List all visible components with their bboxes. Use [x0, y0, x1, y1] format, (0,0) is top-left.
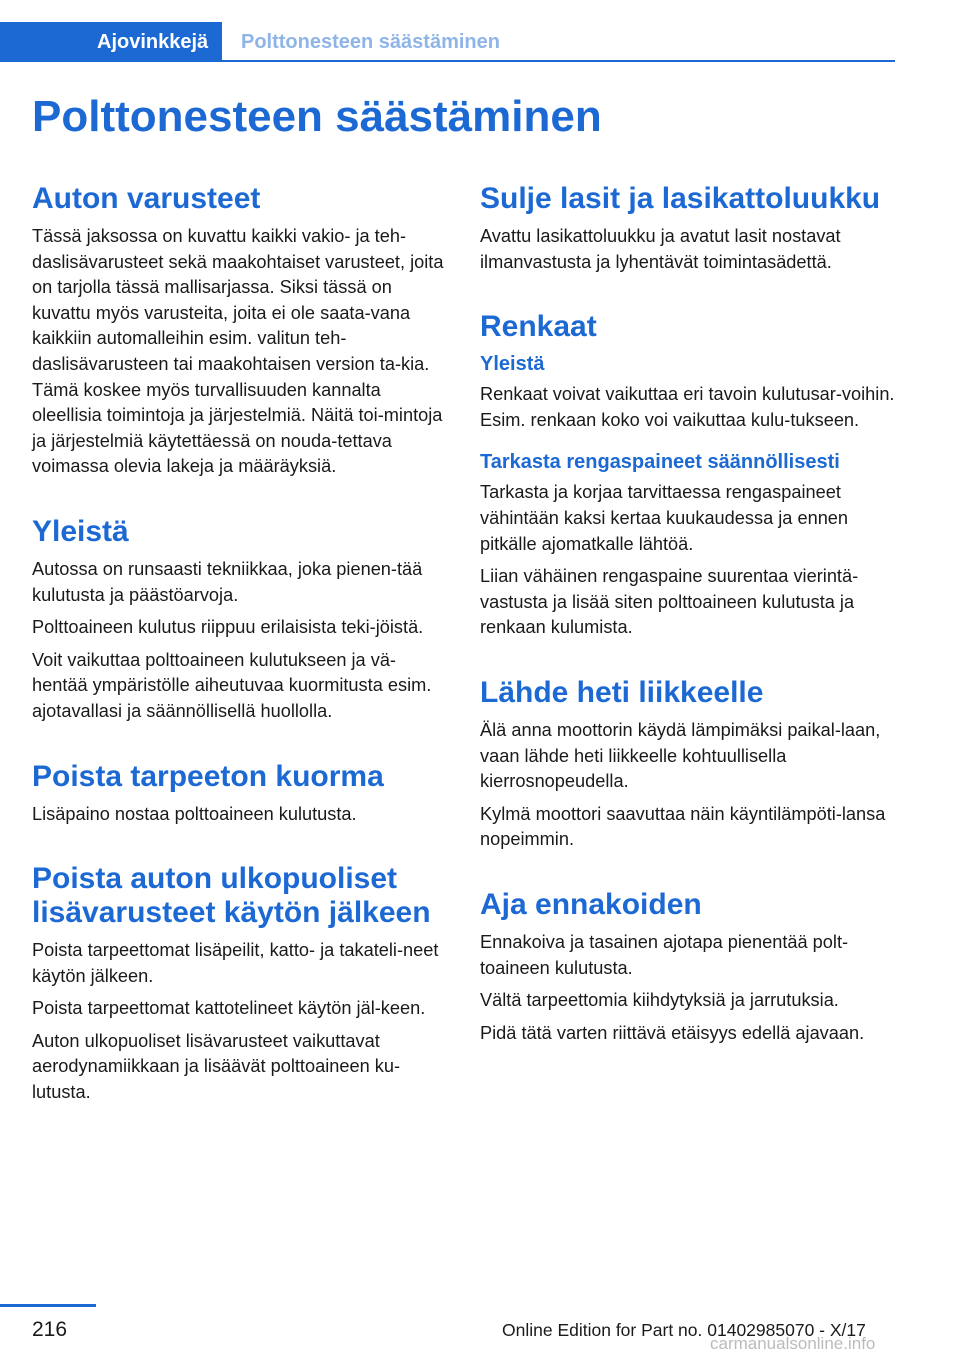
- subheading-rengaspaineet: Tarkasta rengaspaineet säännöllisesti: [480, 451, 840, 474]
- edition-note: Online Edition for Part no. 01402985070 - X/17: [502, 1320, 866, 1340]
- paragraph: Ennakoiva ja tasainen ajotapa pienentää polt-toaineen kulutusta.: [480, 931, 849, 978]
- subheading-yleista: Yleistä: [480, 353, 545, 376]
- watermark: carmanualsonline.info: [710, 1334, 876, 1353]
- paragraph: Polttoaineen kulutus riippuu erilaisista teki-jöistä.: [32, 617, 424, 638]
- paragraph: Avattu lasikattoluukku ja avatut lasit nostavat ilmanvastusta ja lyhentävät toimintasädettä.: [480, 226, 841, 272]
- heading-yleista: Yleistä: [32, 514, 129, 548]
- page-title: Polttonesteen säästäminen: [32, 92, 602, 141]
- header-rule: [222, 60, 895, 62]
- paragraph: Renkaat voivat vaikuttaa eri tavoin kulutusar-voihin. Esim. renkaan koko voi vaikuttaa kulu-tukseen.: [480, 384, 895, 430]
- paragraph: Älä anna moottorin käydä lämpimäksi paikal-laan, vaan lähde heti liikkeelle kohtuullisella kierrosnopeudella.: [480, 719, 881, 792]
- footer-rule: [0, 1304, 96, 1307]
- paragraph: Voit vaikuttaa polttoaineen kulutukseen ja vä-hentää ympäristölle aiheutuvaa kuormitusta esim. ajotavallasi ja säännöllisellä huollolla.: [32, 649, 432, 721]
- heading-sulje-lasit: Sulje lasit ja lasikattoluukku: [480, 182, 881, 215]
- heading-aja-ennakoiden: Aja ennakoiden: [480, 887, 702, 921]
- paragraph: Poista tarpeettomat kattotelineet käytön jäl-keen.: [32, 998, 426, 1019]
- heading-renkaat: Renkaat: [480, 310, 597, 344]
- paragraph: Tässä jaksossa on kuvattu kaikki vakio- ja teh-daslisävarusteet sekä maakohtaiset varusteet, joita on tarjolla tässä mallisarjassa. Siksi tässä on kuvattu myös varusteita, joita ei ole saata-vana kaikkiin automalleihin esim. valitun teh-daslisävarusteen tai maakohtaisen version ta-kia. Tämä koskee myös turvallisuuden kannalta oleellisia toimintoja ja järjestelmiä. Näitä toi-mintoja ja järjestelmiä käytettäessä on nouda-tettava voimassa olevia lakeja ja määräyksiä.: [32, 226, 444, 477]
- page-number: 216: [32, 1318, 68, 1341]
- heading-auton-varusteet: Auton varusteet: [32, 182, 261, 215]
- paragraph: Tarkasta ja korjaa tarvittaessa rengaspaineet vähintään kaksi kertaa kuukaudessa ja ennen pitkälle ajomatkalle lähtöä.: [480, 482, 849, 554]
- current-topic-tab[interactable]: Polttonesteen säästäminen: [241, 31, 500, 53]
- paragraph: Kylmä moottori saavuttaa näin käyntilämpöti-lansa nopeimmin.: [480, 803, 886, 850]
- paragraph: Vältä tarpeettomia kiihdytyksiä ja jarrutuksia.: [480, 990, 839, 1011]
- section-tab[interactable]: Ajovinkkejä: [0, 22, 222, 62]
- heading-ulkopuoliset-lisavarusteet: Poista auton ulkopuoliset lisävarusteet käytön jälkeen: [32, 862, 431, 930]
- heading-poista-kuorma: Poista tarpeeton kuorma: [32, 759, 384, 793]
- heading-lahde-liikkeelle: Lähde heti liikkeelle: [480, 675, 764, 709]
- paragraph: Autossa on runsaasti tekniikkaa, joka pienen-tää kulutusta ja päästöarvoja.: [32, 558, 423, 605]
- paragraph: Poista tarpeettomat lisäpeilit, katto- ja takateli-neet käytön jälkeen.: [32, 940, 439, 986]
- right-column: [480, 182, 898, 1053]
- header-bar: [0, 22, 895, 62]
- paragraph: Auton ulkopuoliset lisävarusteet vaikuttavat aerodynamiikkaan ja lisäävät polttoaineen ku-lutusta.: [32, 1030, 401, 1103]
- paragraph: Liian vähäinen rengaspaine suurentaa vierintä-vastusta ja lisää siten polttoaineen kulutusta ja renkaan kulumista.: [480, 566, 859, 638]
- left-column: [32, 182, 450, 1113]
- paragraph: Pidä tätä varten riittävä etäisyys edellä ajavaan.: [480, 1022, 865, 1043]
- paragraph: Lisäpaino nostaa polttoaineen kulutusta.: [32, 803, 357, 824]
